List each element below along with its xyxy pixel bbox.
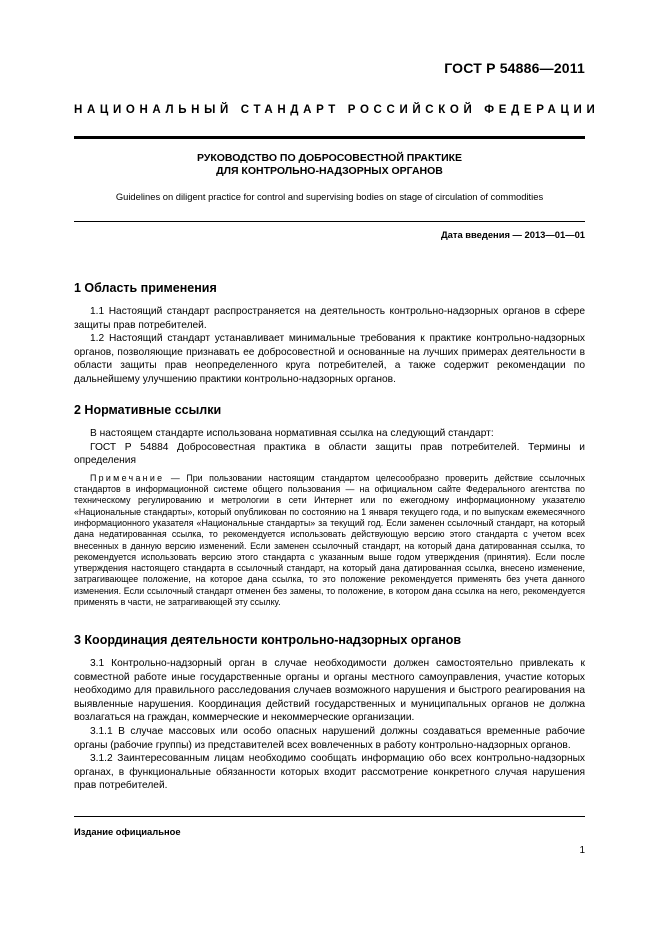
note-label: Примечание	[90, 472, 165, 483]
paragraph: В настоящем стандарте использована нормативная ссылка на следующий стандарт:	[90, 428, 494, 439]
title-line-2: ДЛЯ КОНТРОЛЬНО-НАДЗОРНЫХ ОРГАНОВ	[216, 165, 443, 177]
footer-rule	[74, 816, 585, 817]
section-heading: 2 Нормативные ссылки	[74, 403, 222, 417]
paragraph: 1.1 Настоящий стандарт распространяется на деятельность контрольно-надзорных органов в сфере защиты прав потребителей.	[74, 306, 585, 331]
section-1	[74, 280, 585, 387]
document-title	[74, 152, 585, 178]
official-edition-label: Издание официальное	[74, 826, 181, 837]
section-3	[74, 632, 585, 793]
title-rule	[74, 221, 585, 222]
header-rule	[74, 136, 585, 139]
paragraph: 3.1.2 Заинтересованным лицам необходимо сообщать информацию обо всех контрольно-надзорных органах, в функциональные обязанности которых входит рассмотрение конкретного случая нарушения прав потребителей.	[74, 753, 585, 792]
section-heading: 3 Координация деятельности контрольно-надзорных органов	[74, 633, 462, 647]
note-text: — При пользовании настоящим стандартом целесообразно проверить действие ссылочных стандартов в информационной системе общего пользования — на официальном сайте Федерального агентства по техническому регулированию и метрологии в сети Интернет или по ежегодному информационному указателю «Национальные стандарты», который опубликован по состоянию на 1 января текущего года, и по выпускам ежемесячного информационного указателя «Национальные стандарты» за текущий год. Если заменен ссылочный стандарт, на который дана недатированная ссылка, то рекомендуется использовать действующую версию этого стандарта с учетом всех внесенных в данную версию изменений. Если заменен ссылочный стандарт, на который дана датированная ссылка, то рекомендуется использовать версию этого стандарта с указанным выше годом утверждения (принятия). Если после утверждения настоящего стандарта в ссылочный стандарт, на который дана датированная ссылка, внесено изменение, затрагивающее положение, на которое дана ссылка, то это положение рекомендуется применять без учета данного изменения. Если ссылочный стандарт отменен без замены, то положение, в котором дана ссылка на него, рекомендуется применять в части, не затрагивающей эту ссылку.	[74, 472, 585, 608]
english-title: Guidelines on diligent practice for control and supervising bodies on stage of circulation of commodities	[115, 191, 544, 202]
document-code: ГОСТ Р 54886—2011	[444, 60, 585, 76]
paragraph: 1.2 Настоящий стандарт устанавливает минимальные требования к практике контрольно-надзорных органов, позволяющие признавать ее добросовестной и основанные на лучших примерах деятельности в области защиты прав неопределенного круга потребителей, а также содержит рекомендации по дальнейшему улучшению практики контрольно-надзорных органов.	[74, 333, 585, 385]
page-number: 1	[579, 845, 585, 856]
paragraph: 3.1.1 В случае массовых или особо опасных нарушений должны создаваться временные рабочие органы (рабочие группы) из представителей всех вовлеченных в работу контрольно-надзорных органов.	[74, 725, 585, 751]
introduction-date: Дата введения — 2013—01—01	[440, 229, 585, 240]
national-standard-banner: НАЦИОНАЛЬНЫЙ СТАНДАРТ РОССИЙСКОЙ ФЕДЕРАЦИИ	[74, 104, 600, 116]
paragraph: ГОСТ Р 54884 Добросовестная практика в области защиты прав потребителей. Термины и определения	[74, 441, 585, 467]
title-line-1: РУКОВОДСТВО ПО ДОБРОСОВЕСТНОЙ ПРАКТИКЕ	[196, 152, 463, 164]
section-heading: 1 Область применения	[74, 281, 217, 295]
paragraph: 3.1 Контрольно-надзорный орган в случае необходимости должен самостоятельно привлекать к совместной работе иные государственные органы и органы местного самоуправления, участие которых необходимо для правильного расследования случаев возможного нарушения и быстрого реагирования на выявленные нарушения. Координация действий государственных и муниципальных органов не должна возлагаться на граждан, коммерческие и некоммерческие организации.	[74, 658, 585, 724]
section-2	[74, 402, 585, 608]
note	[74, 473, 585, 609]
